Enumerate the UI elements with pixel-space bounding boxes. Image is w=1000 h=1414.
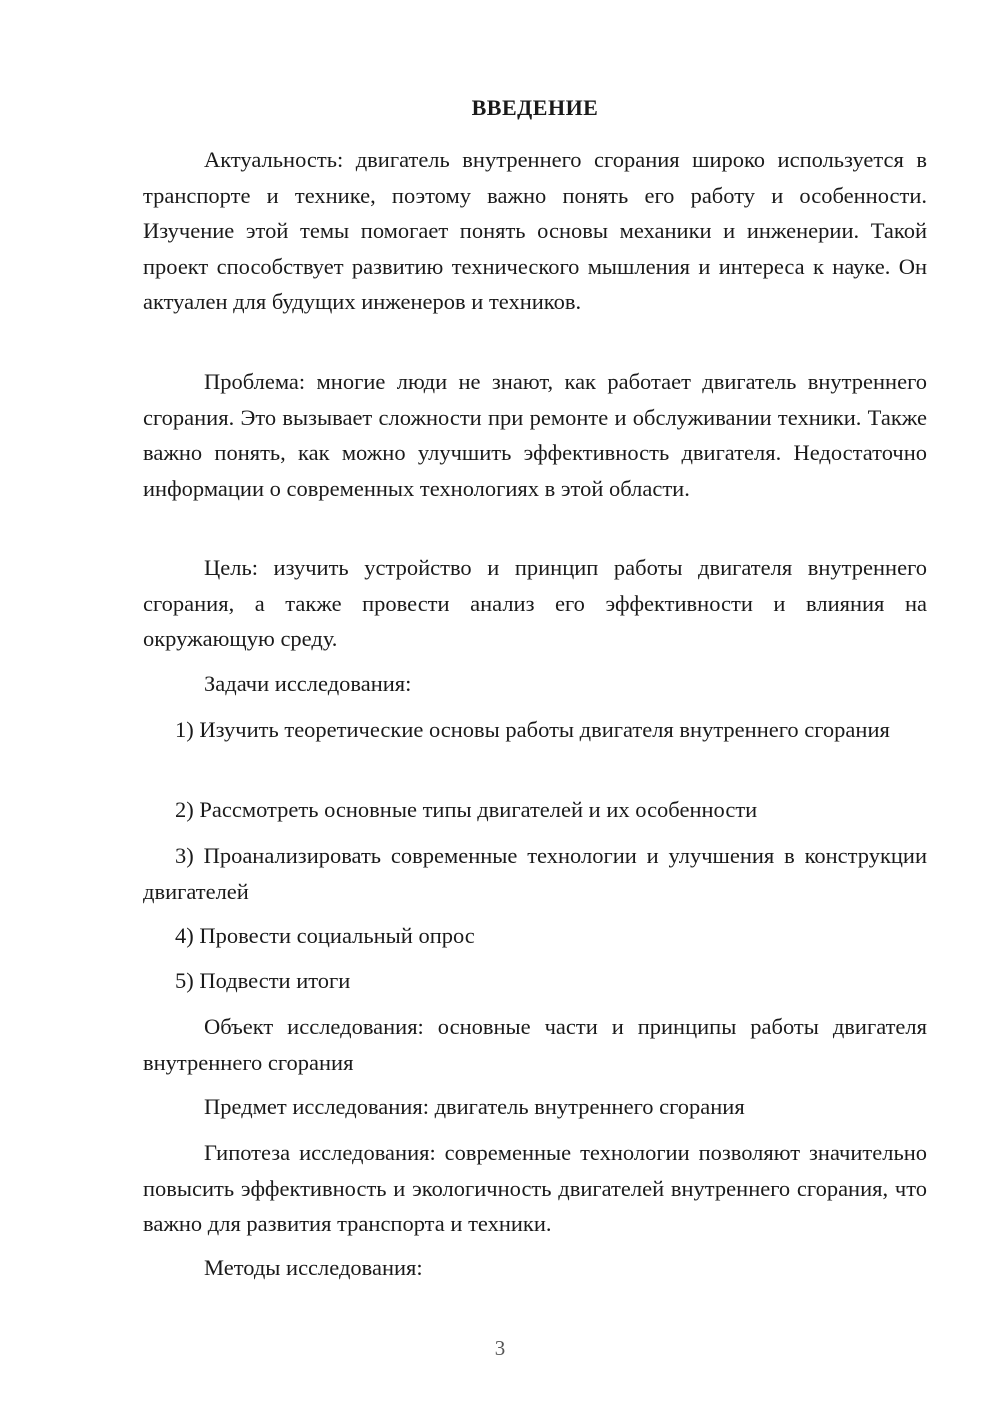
paragraph-methods: Методы исследования: [204,1255,423,1280]
list-item-task-5: 5) Подвести итоги [175,968,351,993]
list-item-task-1: 1) Изучить теоретические основы работы двигателя внутреннего сгорания [175,717,890,742]
list-item-task-2: 2) Рассмотреть основные типы двигателей и их особенности [175,797,758,822]
page-number: 3 [494,1336,506,1360]
list-item-task-4: 4) Провести социальный опрос [175,923,475,948]
paragraph-object: Объект исследования: основные части и принципы работы двигателя внутреннего сгорания [143,1014,927,1075]
paragraph-subject: Предмет исследования: двигатель внутреннего сгорания [204,1094,745,1119]
paragraph-tasks-heading: Задачи исследования: [204,671,412,696]
paragraph-relevance: Актуальность: двигатель внутреннего сгорания широко используется в транспорте и технике, поэтому важно понять его работу и особенности. Изучение этой темы помогает понять основы механики и инженерии. Такой проект способствует развитию технического мышления и интереса к науке. Он актуален для будущих инженеров и техников. [143,147,927,314]
list-item-task-3: 3) Проанализировать современные технологии и улучшения в конструкции двигателей [143,843,927,904]
paragraph-problem: Проблема: многие люди не знают, как работает двигатель внутреннего сгорания. Это вызывает сложности при ремонте и обслуживании техники. Также важно понять, как можно улучшить эффективность двигателя. Недостаточно информации о современных технологиях в этой области. [143,369,927,501]
paragraph-hypothesis: Гипотеза исследования: современные технологии позволяют значительно повысить эффективность и экологичность двигателей внутреннего сгорания, что важно для развития транспорта и техники. [143,1140,927,1236]
paragraph-goal: Цель: изучить устройство и принцип работы двигателя внутреннего сгорания, а также провести анализ его эффективности и влияния на окружающую среду. [143,555,927,651]
page-title: ВВЕДЕНИЕ [471,95,599,120]
